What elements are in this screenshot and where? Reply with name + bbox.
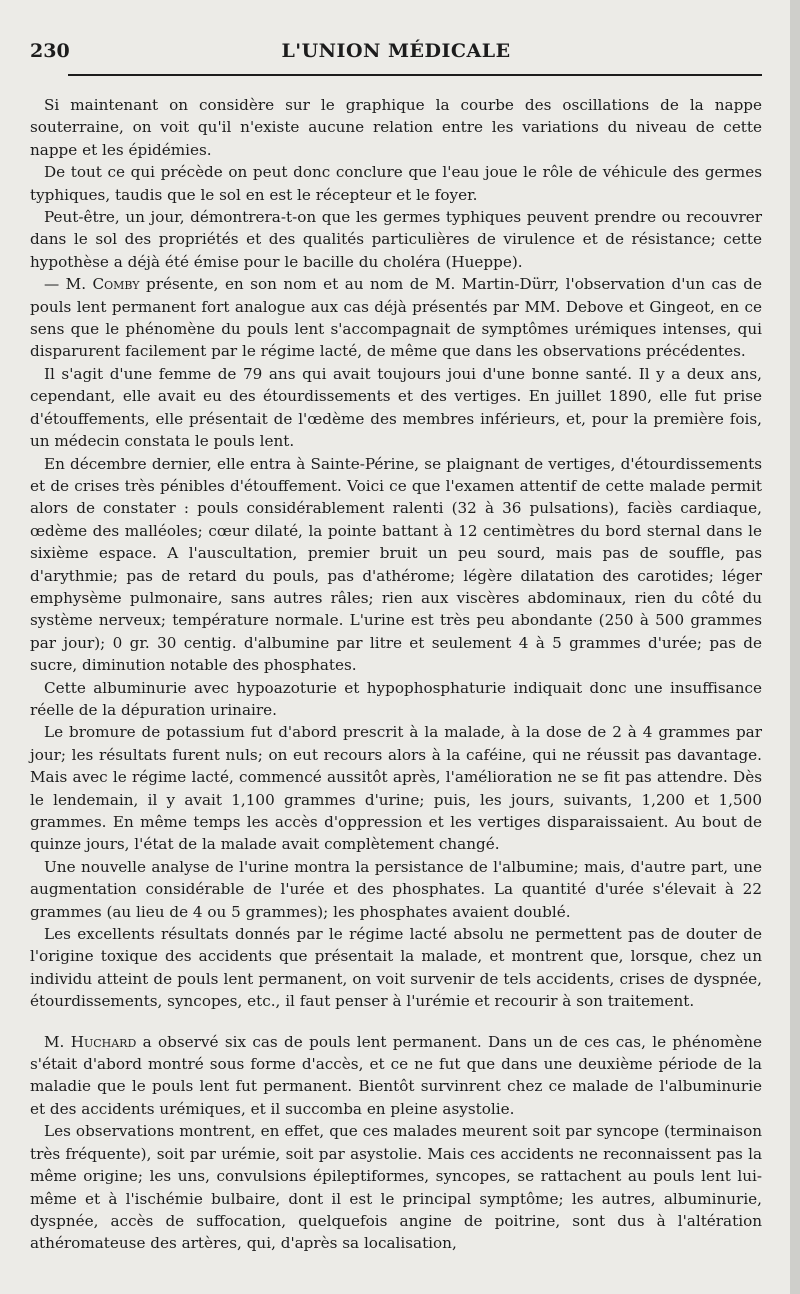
paragraph: Une nouvelle analyse de l'urine montra la persistance de l'albumine; mais, d'autre part, une augmentation considérable de l'urée et des phosphates. La quantité d'urée s'élevait à 22 grammes (au lieu de 4 ou 5 grammes); les phosphates avaient doublé. <box>30 857 762 921</box>
paragraph: Les observations montrent, en effet, que ces malades meurent soit par syncope (terminaison très fréquente), soit par urémie, soit par asystolie. Mais ces accidents ne reconnaissent pas la même origine; les uns, convulsions épileptiformes, syncopes, se rattachent au pouls lent lui-même et à l'ischémie bulbaire, dont il est le principal symptôme; les autres, albuminurie, dyspnée, accès de suffocation, quelquefois angine de poitrine, sont dus à l'altération athéromateuse des artères, qui, d'après sa localisation, <box>30 1122 762 1253</box>
paragraph: M. Huchard a observé six cas de pouls lent permanent. Dans un de ces cas, le phénomène s'était d'abord montré sous forme d'accès, et ce ne fut que dans une deuxième période de la maladie que le pouls lent fut permanent. Bientôt survinrent chez ce malade de l'albuminurie et des accidents urémiques, et il succomba en pleine asystolie. <box>30 1032 762 1118</box>
page-header <box>30 40 762 78</box>
paragraph: Le bromure de potassium fut d'abord prescrit à la malade, à la dose de 2 à 4 grammes par jour; les résultats furent nuls; on eut recours alors à la caféine, qui ne réussit pas davantage. Mais avec le régime lacté, commencé aussitôt après, l'amélioration ne se fit pas attendre. Dès le lendemain, il y avait 1,100 grammes d'urine; puis, les jours, suivants, 1,200 et 1,500 grammes. En même temps les accès d'oppression et les vertiges disparaissaient. Au bout de quinze jours, l'état de la malade avait complètement changé. <box>30 723 762 854</box>
page-edge-shadow <box>790 0 800 1294</box>
speaker-name: Huchard <box>70 1032 137 1051</box>
page-number: 230 <box>30 40 70 62</box>
paragraph: Si maintenant on considère sur le graphique la courbe des oscillations de la nappe souterraine, on voit qu'il n'existe aucune relation entre les variations du niveau de cette nappe et les épidémies. <box>30 96 762 159</box>
paragraph: Peut-être, un jour, démontrera-t-on que les germes typhiques peuvent prendre ou recouvrer dans le sol des propriétés et des qualités particulières de virulence et de résistance; cette hypothèse a déjà été émise pour le bacille du choléra (Hueppe). <box>30 208 762 271</box>
paragraph: De tout ce qui précède on peut donc conclure que l'eau joue le rôle de véhicule des germes typhiques, taudis que le sol en est le récepteur et le foyer. <box>30 163 762 204</box>
article-body <box>30 94 762 1255</box>
running-head: L'UNION MÉDICALE <box>281 40 511 62</box>
speaker-name: Comby <box>92 275 140 294</box>
paragraph: Cette albuminurie avec hypoazoturie et hypophosphaturie indiquait donc une insuffisance réelle de la dépuration urinaire. <box>30 678 762 719</box>
paragraph: — M. Comby présente, en son nom et au nom de M. Martin-Dürr, l'observation d'un cas de pouls lent permanent fort analogue aux cas déjà présentés par MM. Debove et Gingeot, en ce sens que le phénomène du pouls lent s'accompagnait de symptômes urémiques intenses, qui disparurent facilement par le régime lacté, de même que dans les observations précédentes. <box>30 275 762 361</box>
paragraph: Les excellents résultats donnés par le régime lacté absolu ne permettent pas de douter de l'origine toxique des accidents que présentait la malade, et montrent que, lorsque, chez un individu atteint de pouls lent permanent, on voit survenir de tels accidents, crises de dyspnée, étourdissements, syncopes, etc., il faut penser à l'urémie et recourir à son traitement. <box>30 925 762 1011</box>
paragraph: En décembre dernier, elle entra à Sainte-Périne, se plaignant de vertiges, d'étourdissements et de crises très pénibles d'étouffement. Voici ce que l'examen attentif de cette malade permit alors de constater : pouls considérablement ralenti (32 à 36 pulsations), faciès cardiaque, œdème des malléoles; cœur dilaté, la pointe battant à 12 centimètres du bord sternal dans le sixième espace. A l'auscultation, premier bruit un peu sourd, mais pas de souffle, pas d'arythmie; pas de retard du pouls, pas d'athérome; légère dilatation des carotides; léger emphysème pulmonaire, sans autres râles; rien aux viscères abdominaux, rien du côté du système nerveux; température normale. L'urine est très peu abondante (250 à 500 grammes par jour); 0 gr. 30 centig. d'albumine par litre et seulement 4 à 5 grammes d'urée; pas de sucre, diminution notable des phosphates. <box>30 454 762 675</box>
header-rule <box>68 74 762 76</box>
paragraph: Il s'agit d'une femme de 79 ans qui avait toujours joui d'une bonne santé. Il y a deux ans, cependant, elle avait eu des étourdissements et des vertiges. En juillet 1890, elle fut prise d'étouffements, elle présentait de l'œdème des membres inférieurs, et, pour la première fois, un médecin constata le pouls lent. <box>30 364 762 451</box>
